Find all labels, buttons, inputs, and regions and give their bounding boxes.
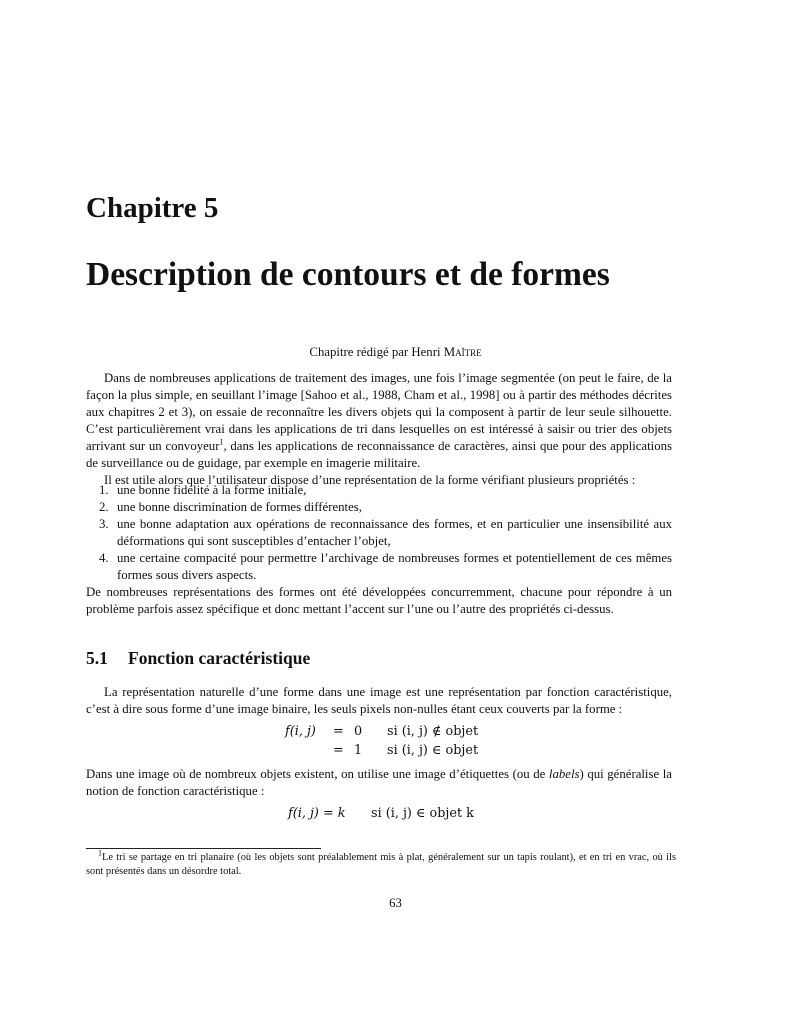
intro-text bbox=[86, 370, 672, 489]
equation-label-image bbox=[0, 804, 791, 823]
list-item bbox=[86, 482, 672, 499]
equation-condition: si (i, j) ∈ objet bbox=[387, 743, 479, 758]
intro-paragraph-3: De nombreuses représentations des formes ont été développées concurremment, chacune pour répondre à un problème parfois assez spécifique et donc mettant l’accent sur l’une ou l’autre des propriétés ci-dessus. bbox=[86, 585, 672, 616]
list-item-number: 2. bbox=[99, 500, 109, 514]
section-number: 5.1 bbox=[86, 648, 108, 668]
equation-relation: = bbox=[333, 724, 344, 739]
section-paragraph-2 bbox=[86, 766, 672, 800]
equation-condition: si (i, j) ∉ objet bbox=[387, 724, 479, 739]
footnote-reference: 1 bbox=[219, 437, 224, 447]
italic-term: labels bbox=[548, 767, 580, 781]
list-item bbox=[86, 550, 672, 584]
intro-paragraph-1 bbox=[86, 370, 672, 472]
equation-value: 0 bbox=[354, 724, 363, 739]
chapter-title: Description de contours et de formes bbox=[86, 256, 610, 293]
footnote-mark: 1 bbox=[98, 848, 102, 858]
list-item-text: une bonne adaptation aux opérations de reconnaissance des formes, et en particulier une insensibilité aux déformations qui sont susceptibles d’entacher l’objet, bbox=[117, 517, 672, 548]
page-number: 63 bbox=[389, 896, 402, 910]
list-item-number: 1. bbox=[99, 483, 109, 497]
intro-paragraph-1-text-a: Dans de nombreuses applications de traitement des images, une fois l’image segmentée (on peut le faire, de la façon la plus simple, en seuillant l’image [Sahoo et al., 1988, Cham et al., 1998] ou à partir des méthodes décrites aux chapitres 2 et 3), on essaie de reconnaître les divers objets qui la composent à partir de leur seule silhouette. C’est particulièrement vrai dans les applications de tri dans lesquelles on est intéressé à saisir ou trier des objets arrivant sur un convoyeur bbox=[86, 371, 672, 453]
section-paragraph-2-text-b: ) qui généralise la notion de fonction caractéristique : bbox=[86, 767, 672, 798]
list-item bbox=[86, 499, 672, 516]
list-item bbox=[86, 516, 672, 550]
equation-characteristic-function bbox=[0, 722, 791, 760]
section-paragraph-1 bbox=[86, 684, 672, 718]
list-item-text: une certaine compacité pour permettre l’archivage de nombreuses formes et potentiellement de ces mêmes formes sous divers aspects. bbox=[117, 551, 672, 582]
section-heading bbox=[86, 647, 310, 669]
footnote-rule bbox=[86, 848, 321, 849]
intro-paragraph-2: Il est utile alors que l’utilisateur dispose d’une représentation de la forme vérifiant plusieurs propriétés : bbox=[104, 473, 636, 487]
footnote bbox=[86, 848, 676, 879]
property-list bbox=[86, 482, 672, 618]
section-paragraph-2-text bbox=[86, 766, 672, 800]
list-item-number: 3. bbox=[99, 517, 109, 531]
equation-lhs: f(i, j) = k bbox=[288, 806, 346, 821]
equation-lhs: f(i, j) bbox=[285, 724, 316, 739]
section-paragraph-1-text: La représentation naturelle d’une forme dans une image est une représentation par fonction caractéristique, c’est à dire sous forme d’une image binaire, les seuls pixels non-nulles étant ceux couverts par la forme : bbox=[86, 685, 672, 716]
section-paragraph-2-text-a: Dans une image où de nombreux objets existent, on utilise une image d’étiquettes (ou de bbox=[86, 767, 549, 781]
equation-condition: si (i, j) ∈ objet k bbox=[371, 806, 474, 821]
byline-author: Maître bbox=[443, 345, 482, 359]
list-item-number: 4. bbox=[99, 551, 109, 565]
intro-paragraph-1-text-b: , dans les applications de reconnaissance de caractères, ainsi que pour des applications de surveillance ou de guidage, par exemple en imagerie militaire. bbox=[86, 439, 672, 470]
equation-value: 1 bbox=[354, 743, 363, 758]
byline-prefix: Chapitre rédigé par Henri bbox=[309, 345, 444, 359]
equation-relation: = bbox=[333, 743, 344, 758]
footnote-text bbox=[86, 848, 676, 879]
list-item-text: une bonne fidélité à la forme initiale, bbox=[117, 483, 307, 497]
chapter-byline bbox=[0, 344, 791, 361]
footnote-body: Le tri se partage en tri planaire (où les objets sont préalablement mis à plat, généralement sur un tapis roulant), et en tri en vrac, où ils sont présentés dans un désordre total. bbox=[86, 852, 676, 877]
list-item-text: une bonne discrimination de formes différentes, bbox=[117, 500, 362, 514]
chapter-label: Chapitre 5 bbox=[86, 192, 219, 224]
section-title: Fonction caractéristique bbox=[128, 648, 311, 668]
